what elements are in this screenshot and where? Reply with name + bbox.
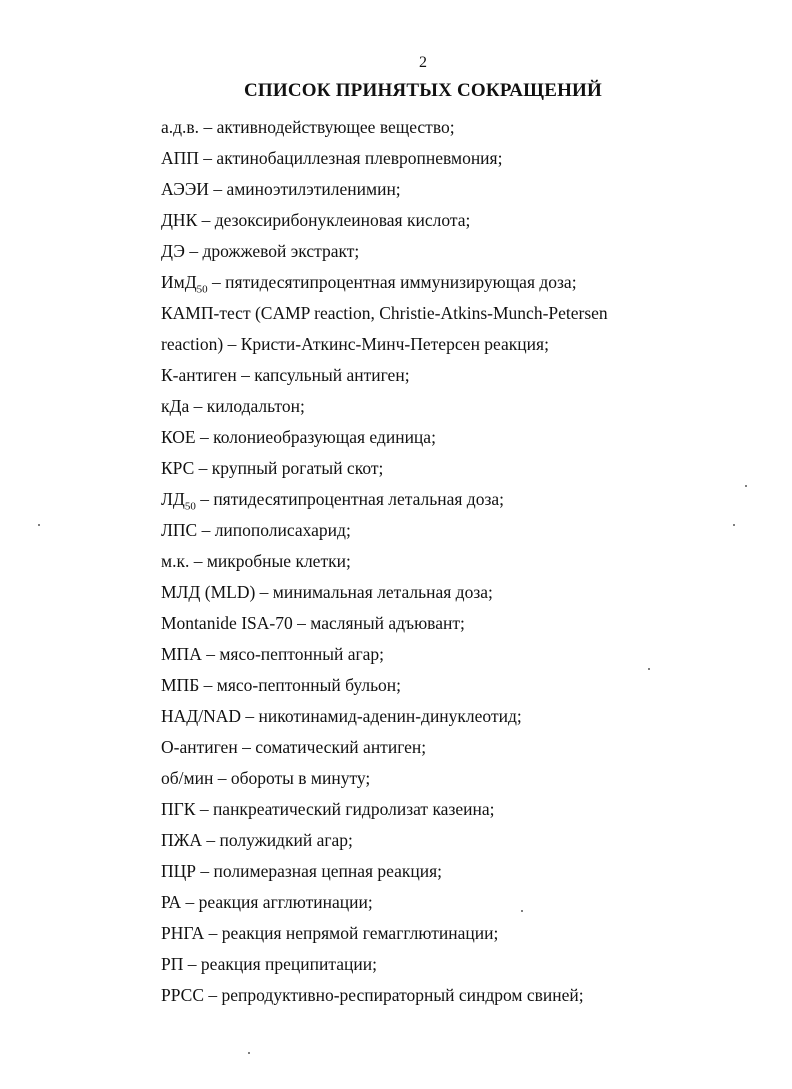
abbreviation-term: КРС	[161, 458, 195, 478]
scan-speck	[745, 485, 747, 487]
abbreviation-definition: – масляный адъювант;	[292, 613, 465, 633]
abbreviation-definition: – минимальная летальная доза;	[255, 582, 493, 602]
abbreviation-entry	[161, 639, 661, 670]
abbreviation-entry	[161, 484, 661, 515]
abbreviation-term: ПЦР	[161, 861, 197, 881]
abbreviation-term: НАД/NAD	[161, 706, 241, 726]
abbreviation-entry	[161, 763, 661, 794]
abbreviation-definition: – аминоэтилэтиленимин;	[208, 179, 401, 199]
abbreviation-definition: – пятидесятипроцентная летальная доза;	[195, 489, 504, 509]
abbreviation-definition: – микробные клетки;	[189, 551, 351, 571]
abbreviation-definition: – липополисахарид;	[197, 520, 351, 540]
abbreviation-definition: – колониеобразующая единица;	[195, 427, 436, 447]
abbreviation-definition: – дрожжевой экстракт;	[184, 241, 360, 261]
abbreviation-definition: – никотинамид-аденин-динуклеотид;	[241, 706, 522, 726]
scan-speck	[38, 524, 40, 526]
abbreviation-subscript: 50	[184, 500, 196, 513]
abbreviation-term: об/мин	[161, 768, 214, 788]
abbreviation-definition: – обороты в минуту;	[213, 768, 371, 788]
abbreviation-definition: – соматический антиген;	[237, 737, 427, 757]
abbreviation-entry	[161, 577, 661, 608]
scan-speck	[521, 910, 523, 912]
abbreviation-term: КАМП-тест	[161, 303, 251, 323]
scan-speck	[248, 1052, 250, 1054]
abbreviation-entry	[161, 918, 661, 949]
abbreviation-entry	[161, 608, 661, 639]
abbreviation-entry	[161, 887, 661, 918]
abbreviation-definition: – мясо-пептонный бульон;	[199, 675, 402, 695]
abbreviation-entry	[161, 143, 661, 174]
abbreviation-entry	[161, 112, 661, 143]
abbreviation-definition: – полужидкий агар;	[201, 830, 353, 850]
scan-speck	[648, 668, 650, 670]
abbreviation-entry	[161, 670, 661, 701]
abbreviation-entry	[161, 205, 661, 236]
abbreviation-term: КОЕ	[161, 427, 196, 447]
abbreviation-definition: – реакция преципитации;	[183, 954, 377, 974]
abbreviation-term: К-антиген	[161, 365, 237, 385]
abbreviation-term: ИмД	[161, 272, 197, 292]
abbreviation-term: ПГК	[161, 799, 196, 819]
abbreviation-definition: – Кристи-Аткинс-Минч-Петерсен реакция;	[223, 334, 549, 354]
abbreviation-entry	[161, 980, 661, 1011]
abbreviation-term: ПЖА	[161, 830, 202, 850]
abbreviation-term: м.к.	[161, 551, 190, 571]
abbreviation-definition: – полимеразная цепная реакция;	[196, 861, 443, 881]
abbreviation-definition: – мясо-пептонный агар;	[201, 644, 385, 664]
page-title: СПИСОК ПРИНЯТЫХ СОКРАЩЕНИЙ	[243, 80, 603, 101]
abbreviation-term: МПА	[161, 644, 202, 664]
abbreviation-definition: (CAMP reaction, Christie-Atkins-Munch-Petersen	[250, 303, 608, 323]
abbreviation-definition: – активнодействующее вещество;	[199, 117, 455, 137]
abbreviation-definition: – дезоксирибонуклеиновая кислота;	[197, 210, 471, 230]
abbreviation-definition: – капсульный антиген;	[236, 365, 410, 385]
page-number: 2	[419, 54, 427, 71]
abbreviation-entry	[161, 422, 661, 453]
abbreviation-definition: – килодальтон;	[189, 396, 305, 416]
abbreviation-definition: – реакция агглютинации;	[181, 892, 373, 912]
abbreviation-term: Montanide ISA-70	[161, 613, 293, 633]
abbreviation-definition: – актинобациллезная плевропневмония;	[198, 148, 503, 168]
abbreviation-entry	[161, 267, 661, 298]
abbreviation-entry	[161, 732, 661, 763]
abbreviation-term: а.д.в.	[161, 117, 200, 137]
abbreviation-term: РНГА	[161, 923, 205, 943]
abbreviation-entry	[161, 701, 661, 732]
abbreviation-definition: – репродуктивно-респираторный синдром свиней;	[204, 985, 584, 1005]
abbreviation-entry	[161, 515, 661, 546]
abbreviation-term: ДНК	[161, 210, 198, 230]
abbreviation-entry	[161, 546, 661, 577]
abbreviation-definition: – крупный рогатый скот;	[194, 458, 384, 478]
abbreviation-term: РП	[161, 954, 184, 974]
abbreviation-definition: – пятидесятипроцентная иммунизирующая доза;	[207, 272, 577, 292]
abbreviation-entry	[161, 298, 661, 329]
abbreviation-term: кДа	[161, 396, 190, 416]
abbreviation-entry	[161, 453, 661, 484]
abbreviation-entry	[161, 949, 661, 980]
abbreviation-entry	[161, 360, 661, 391]
abbreviation-entry	[161, 856, 661, 887]
abbreviation-term: reaction)	[161, 334, 224, 354]
abbreviation-term: МПБ	[161, 675, 200, 695]
abbreviation-entry	[161, 236, 661, 267]
abbreviation-definition: – панкреатический гидролизат казеина;	[195, 799, 495, 819]
abbreviation-entry	[161, 174, 661, 205]
abbreviation-term: ЛД	[161, 489, 185, 509]
abbreviation-entry	[161, 391, 661, 422]
abbreviation-term: АЭЭИ	[161, 179, 209, 199]
abbreviation-entry	[161, 329, 661, 360]
abbreviation-list	[161, 112, 661, 1011]
abbreviation-term: РА	[161, 892, 182, 912]
abbreviation-definition: – реакция непрямой гемагглютинации;	[204, 923, 499, 943]
abbreviation-term: МЛД (MLD)	[161, 582, 256, 602]
abbreviation-term: ЛПС	[161, 520, 198, 540]
abbreviation-term: ДЭ	[161, 241, 185, 261]
abbreviation-subscript: 50	[196, 283, 208, 296]
scan-speck	[733, 524, 735, 526]
abbreviation-entry	[161, 794, 661, 825]
abbreviation-term: РРСС	[161, 985, 205, 1005]
abbreviation-entry	[161, 825, 661, 856]
abbreviation-term: АПП	[161, 148, 199, 168]
abbreviation-term: О-антиген	[161, 737, 238, 757]
